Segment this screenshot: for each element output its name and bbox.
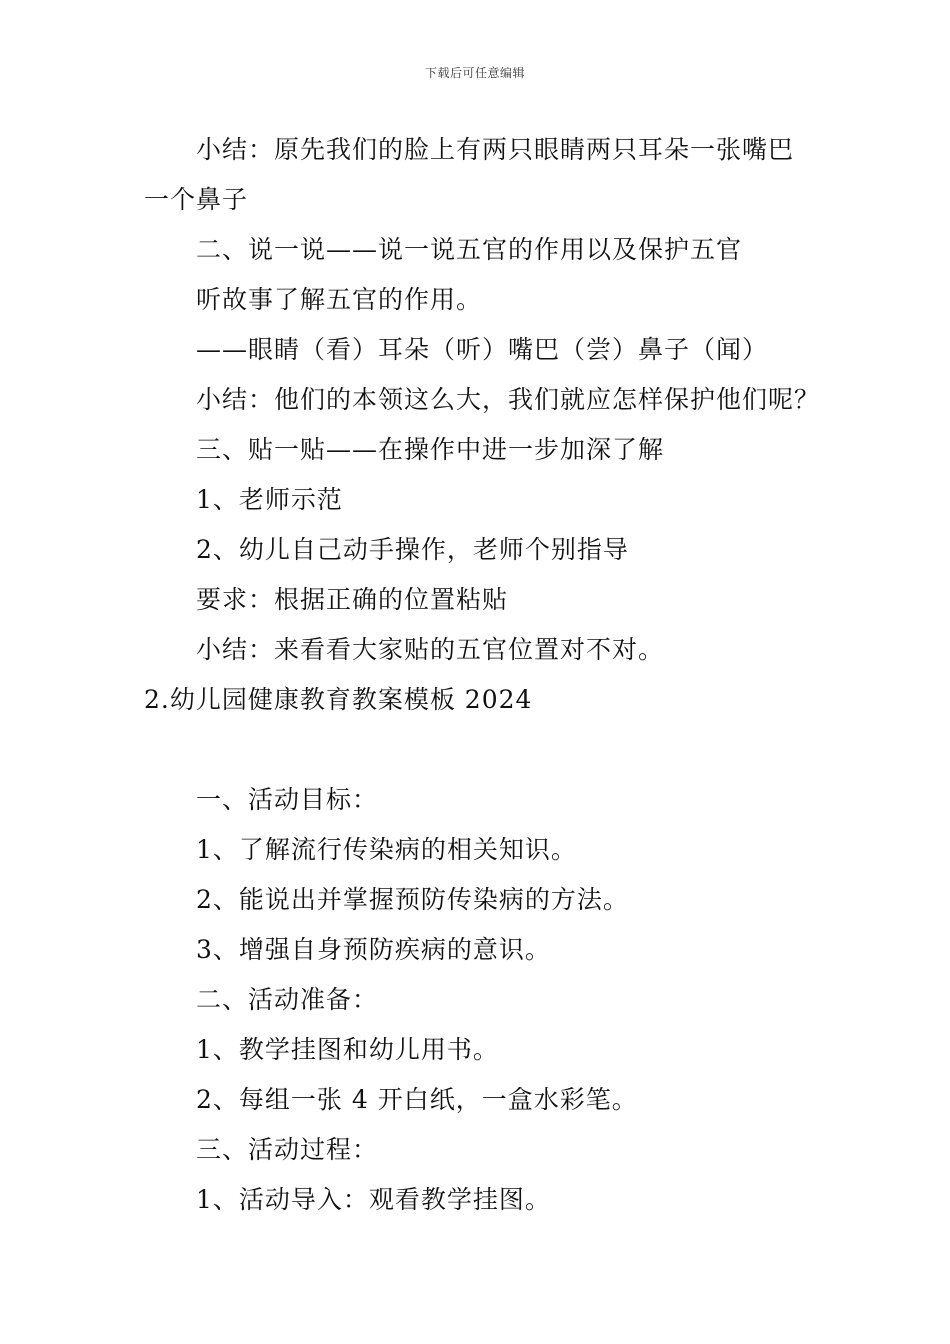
summary-protect-question: 小结：他们的本领这么大，我们就应怎样保护他们呢？ bbox=[196, 385, 821, 414]
section-two-heading: 二、说一说——说一说五官的作用以及保护五官 bbox=[196, 235, 743, 264]
requirement-line: 要求：根据正确的位置粘贴 bbox=[196, 585, 509, 614]
preparation-item-1: 1、教学挂图和幼儿用书。 bbox=[196, 1035, 499, 1064]
preparation-item-2: 2、每组一张 4 开白纸，一盒水彩笔。 bbox=[196, 1085, 638, 1114]
page-header: 下载后可任意编辑 bbox=[424, 66, 525, 80]
section-title-health-education: 2.幼儿园健康教育教案模板 2024 bbox=[144, 685, 533, 714]
step-teacher-demo: 1、老师示范 bbox=[196, 485, 343, 514]
step-children-operate: 2、幼儿自己动手操作，老师个别指导 bbox=[196, 535, 629, 564]
goals-heading: 一、活动目标： bbox=[196, 785, 379, 814]
story-line: 听故事了解五官的作用。 bbox=[196, 285, 483, 314]
summary-facial-features: 小结：原先我们的脸上有两只眼睛两只耳朵一张嘴巴 bbox=[196, 135, 795, 164]
features-functions-line: ——眼睛（看）耳朵（听）嘴巴（尝）鼻子（闻） bbox=[196, 335, 769, 364]
section-three-heading: 三、贴一贴——在操作中进一步加深了解 bbox=[196, 435, 665, 464]
goal-item-2: 2、能说出并掌握预防传染病的方法。 bbox=[196, 885, 629, 914]
process-item-1: 1、活动导入：观看教学挂图。 bbox=[196, 1185, 551, 1214]
summary-continuation: 一个鼻子 bbox=[144, 185, 249, 214]
goal-item-1: 1、了解流行传染病的相关知识。 bbox=[196, 835, 577, 864]
preparation-heading: 二、活动准备： bbox=[196, 985, 379, 1014]
goal-item-3: 3、增强自身预防疾病的意识。 bbox=[196, 935, 551, 964]
process-heading: 三、活动过程： bbox=[196, 1135, 379, 1164]
summary-check-positions: 小结：来看看大家贴的五官位置对不对。 bbox=[196, 635, 665, 664]
